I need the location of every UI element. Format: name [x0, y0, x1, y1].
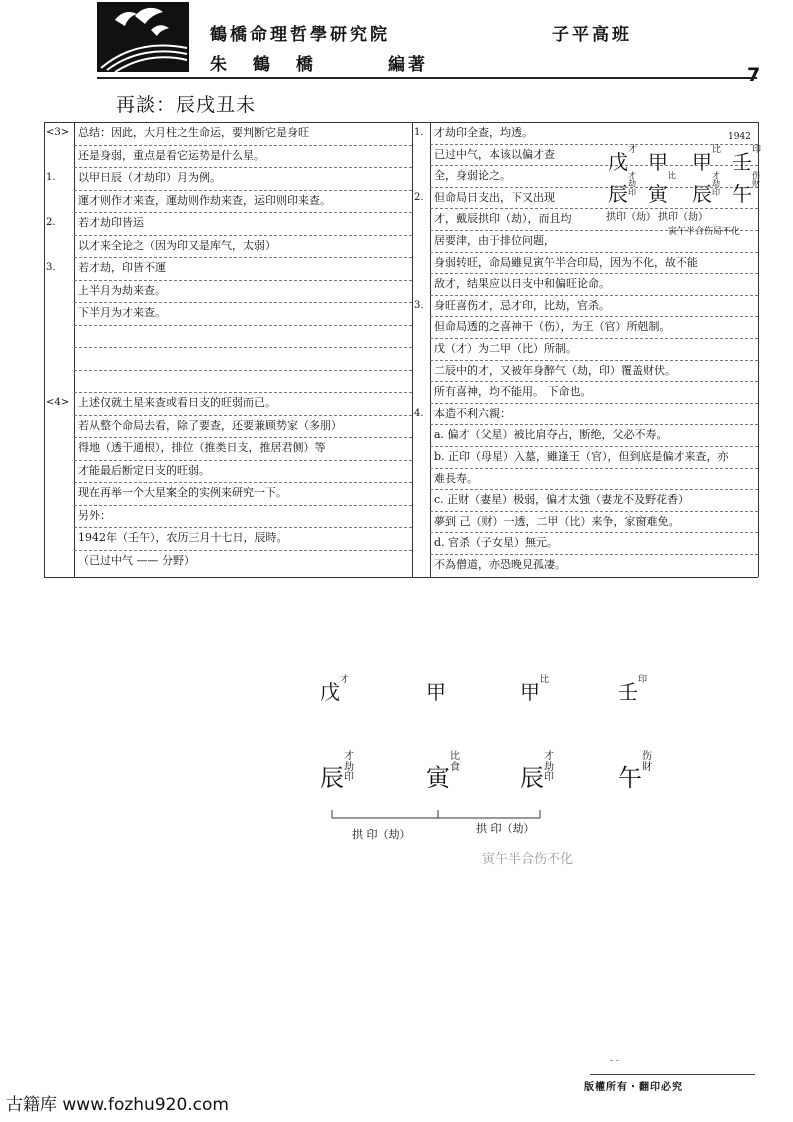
chart-stem: 甲	[648, 150, 668, 174]
page-mark: - -	[610, 1056, 619, 1066]
left-rule	[74, 415, 412, 416]
chart-branch: 辰	[608, 182, 628, 206]
right-text-line: 二辰中的才，又被年身醉气（劫，印）覆盖财伏。	[434, 363, 676, 377]
right-item-number: 2.	[414, 191, 424, 203]
right-text-line: 戊（才）为二甲（比）所制。	[434, 342, 577, 355]
right-rule	[430, 273, 758, 274]
right-item-number: 3.	[414, 299, 424, 311]
right-text-line: 不為僧道，亦恐晚見孤凄。	[434, 558, 566, 571]
right-text-line: 但命局日支出，下又出现	[434, 190, 555, 204]
right-rule	[430, 295, 758, 296]
page-title: 再談：辰戌丑未	[116, 94, 257, 116]
left-text-line: 上半月为劫来查。	[78, 283, 166, 297]
left-rule	[74, 505, 412, 506]
left-text-line: 才能最后断定日支的旺弱。	[78, 463, 210, 477]
left-text-line: 还是身弱，重点是看它运势是什么星。	[78, 148, 265, 162]
right-text-line: 身旺喜伤才，忌才印，比劫，官杀。	[434, 298, 610, 312]
chart-top	[600, 130, 770, 240]
left-rule	[74, 235, 412, 236]
right-rule	[430, 316, 758, 317]
left-rule	[74, 145, 412, 146]
right-rule	[430, 489, 758, 490]
chart-stem-note: 比	[712, 145, 722, 155]
right-rule	[430, 511, 758, 512]
left-text-line: 若才劫印皆运	[78, 216, 144, 229]
right-rule	[430, 381, 758, 382]
left-item-number: 2.	[46, 217, 56, 228]
chart-stem: 戊	[608, 150, 628, 174]
chart-stem: 甲	[426, 680, 446, 704]
chart-top-gong2: 拱印（劫）	[658, 212, 708, 223]
right-text-line: 所有喜神，均不能用。 下命也。	[434, 385, 592, 399]
chart-branch: 午	[618, 764, 642, 792]
left-rule	[74, 212, 412, 213]
left-rule	[74, 437, 412, 438]
right-text-line: a. 偏才（父星）被比肩夺占，断绝，父必不寿。	[434, 428, 668, 442]
left-rule	[74, 527, 412, 528]
left-text-line: （已过中气 —— 分野）	[78, 553, 195, 567]
author-name: 朱 鶴 橋	[210, 55, 323, 75]
chart-branch: 寅	[648, 182, 668, 206]
chart-stem-note: 印	[638, 675, 648, 685]
right-text-line: 但命局透的之喜神干（伤），为王（官）所剋制。	[434, 320, 671, 334]
chart-stem: 戊	[320, 680, 340, 704]
chart-stem: 壬	[732, 150, 752, 174]
chart-stem-note: 才	[340, 675, 350, 685]
chart-stem-note: 比	[540, 675, 550, 685]
left-rule	[74, 392, 412, 393]
right-rule	[430, 252, 758, 253]
left-item-number: 1.	[46, 172, 56, 183]
right-text-line: 才，戴辰拱印（劫），而且均	[434, 212, 572, 226]
chart-branch: 辰	[692, 182, 712, 206]
chart-branch-note: 比食	[450, 751, 460, 773]
left-rule	[74, 190, 412, 191]
left-text-line: 以甲日辰（才劫印）月为例。	[78, 171, 221, 184]
right-rule	[430, 468, 758, 469]
left-item-number: <4>	[46, 397, 70, 408]
institute-name: 鶴橋命理哲學研究院	[210, 25, 390, 45]
right-rule	[430, 338, 758, 339]
chart-stem: 甲	[692, 150, 712, 174]
right-text-line: c. 正财（妻星）极弱，偏才太強（妻龙不及野花香）	[434, 493, 690, 507]
author-role: 編著	[388, 55, 428, 75]
right-rule	[430, 424, 758, 425]
left-rule	[74, 482, 412, 483]
chart-branch-note: 才劫印	[344, 751, 354, 783]
left-text-line: 另外：	[78, 508, 111, 522]
chart-top-gong1: 拱印（劫）	[606, 212, 656, 223]
left-rule	[74, 550, 412, 551]
chart-stem-note: 才	[628, 145, 638, 155]
right-rule	[430, 403, 758, 404]
chart-branch-note: 才劫印	[544, 751, 554, 783]
left-text-line: 以才来全论之（因为印又是库气，太弱）	[78, 238, 276, 252]
chart-branch-note: 才劫印	[712, 171, 720, 197]
right-text-line: 夢到 己（财）一透，二甲（比）来争，家窗难免。	[434, 514, 680, 528]
chart-branch: 午	[732, 182, 752, 206]
site-watermark[interactable]: 古籍库 www.fozhu920.com	[6, 1095, 229, 1115]
right-text-line: 居要津，由于排位问题，	[434, 234, 555, 247]
left-rule	[74, 347, 412, 348]
chart-branch-note: 伤財	[642, 751, 652, 773]
left-text-line: 運才则作才来查，運劫则作劫来查，运印则印来查。	[78, 193, 331, 207]
page-number: 7	[747, 64, 761, 86]
chart-branch: 辰	[320, 764, 344, 792]
chart-bottom-arc1: 拱 印（劫）	[352, 828, 411, 841]
chart-bottom	[300, 660, 680, 880]
logo-box	[97, 2, 189, 72]
header-rule	[97, 77, 757, 79]
right-text-line: 敌才，结果应以日支中和偏旺论命。	[434, 277, 610, 291]
chart-bottom-arc2: 拱 印（劫）	[476, 822, 535, 835]
right-text-line: 本造不利六親：	[434, 406, 511, 420]
chart-stem: 壬	[618, 680, 638, 704]
left-text-line: 上述仅就土星来查或看日支的旺弱而已。	[78, 396, 276, 409]
right-rule	[430, 360, 758, 361]
right-text-line: b. 正印（母星）入墓，雖逢王（官），但到底是偏才来查，亦	[434, 450, 729, 463]
right-rule	[430, 446, 758, 447]
right-text-line: 已过中气，本该以偏才查	[434, 147, 555, 161]
left-item-number: <3>	[46, 127, 70, 138]
right-text-line: 身弱转旺，命局雖見寅午半合印局，因为不化，故不能	[434, 255, 698, 269]
right-item-number: 1.	[414, 127, 424, 138]
left-text-line: 现在再举一个大星案全的实例来研究一下。	[78, 486, 287, 499]
class-name: 子平高班	[552, 25, 632, 45]
chart-branch-note: 才劫印	[628, 171, 636, 197]
crane-logo-icon	[97, 2, 189, 72]
left-text-line: 1942年（壬午），农历三月十七日，辰時。	[78, 531, 288, 544]
left-rule	[74, 460, 412, 461]
chart-stem-note: 印	[752, 145, 762, 155]
footer-rule	[590, 1074, 755, 1075]
rights-notice: 版權所有・翻印必究	[584, 1082, 683, 1093]
right-text-line: 难長寿。	[434, 471, 478, 485]
chart-stem: 甲	[520, 680, 540, 704]
chart-branch-note: 伤财	[752, 171, 760, 189]
right-text-line: 全，身弱论之。	[434, 169, 511, 183]
chart-top-year: 1942	[728, 132, 751, 142]
left-text-line: 总结：因此，大月柱之生命运，要判断它是身旺	[78, 126, 309, 139]
chart-bottom-faint: 寅午半合伤不化	[482, 852, 574, 867]
left-text-line: 下半月为才来查。	[78, 306, 166, 319]
chart-branch-note: 比	[668, 171, 676, 180]
right-item-number: 4.	[414, 407, 424, 419]
left-text-line: 得地（透干通根），排位（推类日支，推居君侧）等	[78, 441, 326, 454]
right-text-line: 才劫印全查，均透。	[434, 126, 533, 139]
left-rule	[74, 370, 412, 371]
chart-branch: 辰	[520, 764, 544, 792]
left-rule	[74, 280, 412, 281]
left-rule	[74, 257, 412, 258]
left-rule	[74, 302, 412, 303]
left-rule	[74, 167, 412, 168]
chart-top-note: 寅午半合伤局不化	[668, 227, 741, 237]
chart-bottom-brackets	[300, 660, 680, 880]
left-column	[44, 122, 412, 577]
right-rule	[430, 554, 758, 555]
left-rule	[74, 325, 412, 326]
right-rule	[430, 532, 758, 533]
right-text-line: d. 官杀（子女星）無元。	[434, 536, 559, 550]
left-item-number: 3.	[46, 262, 56, 273]
chart-branch: 寅	[426, 764, 450, 792]
left-text-line: 若从整个命局去看，除了要查，还要兼顾势家（多朋）	[78, 418, 342, 432]
left-text-line: 若才劫，印皆不運	[78, 261, 166, 274]
